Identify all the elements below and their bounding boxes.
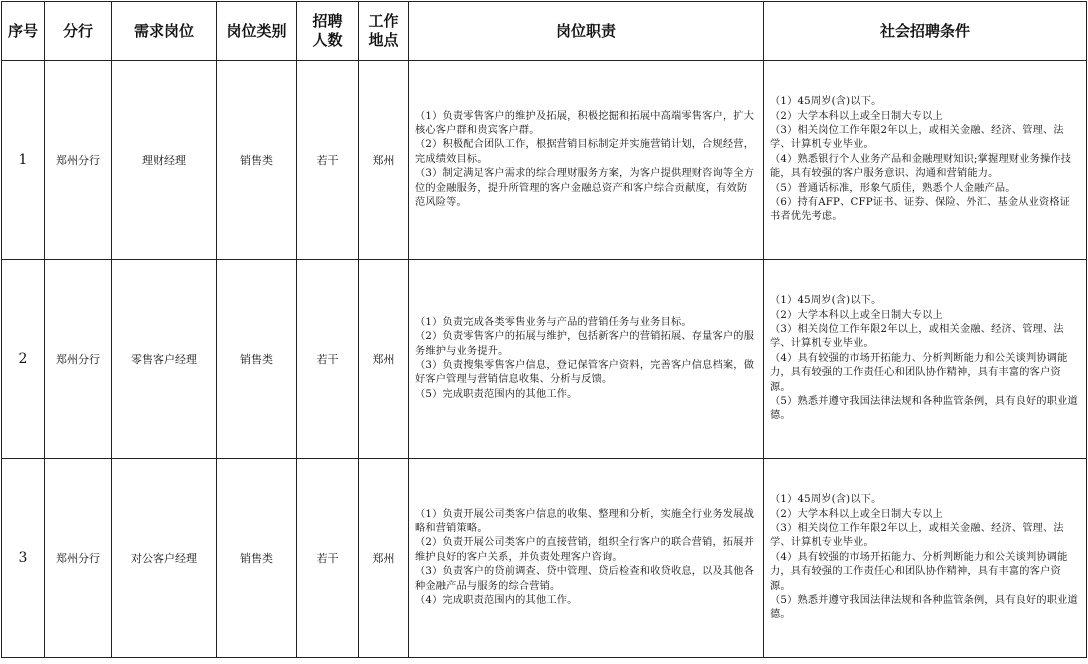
requirement-item: （1）45周岁(含)以下。 (770, 494, 882, 506)
row-category: 销售类 (217, 61, 297, 260)
requirement-item: （4）熟悉银行个人业务产品和金融理财知识;掌握理财业务操作技能，具有较强的客户服务意识、沟通和营销能力。 (770, 153, 1072, 180)
duty-item: （1）负责零售客户的维护及拓展，积极挖掘和拓展中高端零售客户，扩大核心客户群和贵宾客户群。 (415, 110, 755, 136)
header-count-line1: 招聘 (312, 12, 343, 30)
row-seq: 2 (2, 260, 45, 459)
row-seq: 1 (2, 61, 45, 260)
duty-item: （3）负责客户的贷前调查、贷中管理、贷后检查和收贷收息，以及其他各种金融产品与服务的综合营销。 (415, 566, 755, 592)
duty-item: （1）负责完成各类零售业务与产品的营销任务与业务目标。 (415, 316, 692, 328)
header-position: 需求岗位 (112, 2, 217, 61)
duty-item: （1）负责开展公司类客户信息的收集、整理和分析，实施全行业务发展战略和营销策略。 (415, 508, 755, 534)
header-count (297, 2, 359, 61)
header-row (2, 2, 1087, 61)
header-location-line1: 工作 (368, 12, 399, 30)
header-requirements: 社会招聘条件 (764, 2, 1087, 61)
row-location: 郑州 (359, 61, 409, 260)
row-location: 郑州 (359, 260, 409, 459)
requirement-item: （2）大学本科以上或全日制大专以上 (770, 508, 943, 520)
row-branch: 郑州分行 (45, 260, 112, 459)
row-branch: 郑州分行 (45, 459, 112, 658)
requirement-item: （2）大学本科以上或全日制大专以上 (770, 110, 943, 122)
requirement-item: （5）熟悉并遵守我国法律法规和各种监管条例，具有良好的职业道德。 (770, 595, 1078, 621)
duty-item: （5）完成职责范围内的其他工作。 (415, 388, 578, 400)
row-category: 销售类 (217, 459, 297, 658)
table-row (2, 61, 1087, 260)
duty-item: （2）负责零售客户的拓展与维护，包括新客户的营销拓展、存量客户的服务维护与业务提升。 (415, 331, 755, 357)
duty-item: （2）积极配合团队工作，根据营销目标制定并实施营销计划，合规经营，完成绩效目标。 (415, 139, 755, 165)
row-position: 理财经理 (112, 61, 217, 260)
requirement-item: （3）相关岗位工作年限2年以上，或相关金融、经济、管理、法学、计算机专业毕业。 (770, 522, 1064, 549)
row-position: 零售客户经理 (112, 260, 217, 459)
row-seq: 3 (2, 459, 45, 658)
duty-item: （4）完成职责范围内的其他工作。 (415, 595, 578, 607)
duty-item: （3）制定满足客户需求的综合理财服务方案，为客户提供理财咨询等全方位的金融服务，提升所管理的客户金融总资产和客户综合贡献度，有效防范风险等。 (415, 168, 755, 209)
recruitment-table (1, 1, 1087, 658)
requirement-item: （5）普通话标准，形象气质佳，熟悉个人金融产品。 (770, 182, 1016, 194)
header-category: 岗位类别 (217, 2, 297, 61)
requirement-item: （3）相关岗位工作年限2年以上，或相关金融、经济、管理、法学、计算机专业毕业。 (770, 323, 1064, 350)
requirement-item: （2）大学本科以上或全日制大专以上 (770, 309, 943, 321)
duty-item: （3）负责搜集零售客户信息，登记保管客户资料，完善客户信息档案，做好客户管理与营销信息收集、分析与反馈。 (415, 360, 755, 386)
header-branch: 分行 (45, 2, 112, 61)
header-location-line2: 地点 (368, 31, 399, 49)
row-count: 若干 (297, 61, 359, 260)
row-requirements (764, 260, 1087, 459)
row-requirements (764, 61, 1087, 260)
header-count-line2: 人数 (312, 31, 343, 49)
row-duties (409, 61, 764, 260)
row-duties (409, 260, 764, 459)
table-row (2, 260, 1087, 459)
row-location: 郑州 (359, 459, 409, 658)
header-location (359, 2, 409, 61)
table-row (2, 459, 1087, 658)
requirement-item: （5）熟悉并遵守我国法律法规和各种监管条例，具有良好的职业道德。 (770, 396, 1078, 422)
row-count: 若干 (297, 260, 359, 459)
header-duties: 岗位职责 (409, 2, 764, 61)
row-duties (409, 459, 764, 658)
row-position: 对公客户经理 (112, 459, 217, 658)
requirement-item: （1）45周岁(含)以下。 (770, 295, 882, 307)
header-seq: 序号 (2, 2, 45, 61)
row-category: 销售类 (217, 260, 297, 459)
requirement-item: （1）45周岁(含)以下。 (770, 96, 882, 108)
requirement-item: （4）具有较强的市场开拓能力、分析判断能力和公关谈判协调能力，具有较强的工作责任心和团队协作精神，具有丰富的客户资源。 (770, 551, 1068, 592)
row-requirements (764, 459, 1087, 658)
requirement-item: （3）相关岗位工作年限2年以上，或相关金融、经济、管理、法学、计算机专业毕业。 (770, 124, 1064, 151)
requirement-item: （4）具有较强的市场开拓能力、分析判断能力和公关谈判协调能力，具有较强的工作责任心和团队协作精神，具有丰富的客户资源。 (770, 352, 1068, 393)
row-branch: 郑州分行 (45, 61, 112, 260)
requirement-item: （6）持有AFP、CFP证书、证券、保险、外汇、基金从业资格证书者优先考虑。 (770, 197, 1071, 223)
row-count: 若干 (297, 459, 359, 658)
duty-item: （2）负责开展公司类客户的直接营销，组织全行客户的联合营销，拓展并维护良好的客户关系，并负责处理客户咨询。 (415, 537, 755, 563)
